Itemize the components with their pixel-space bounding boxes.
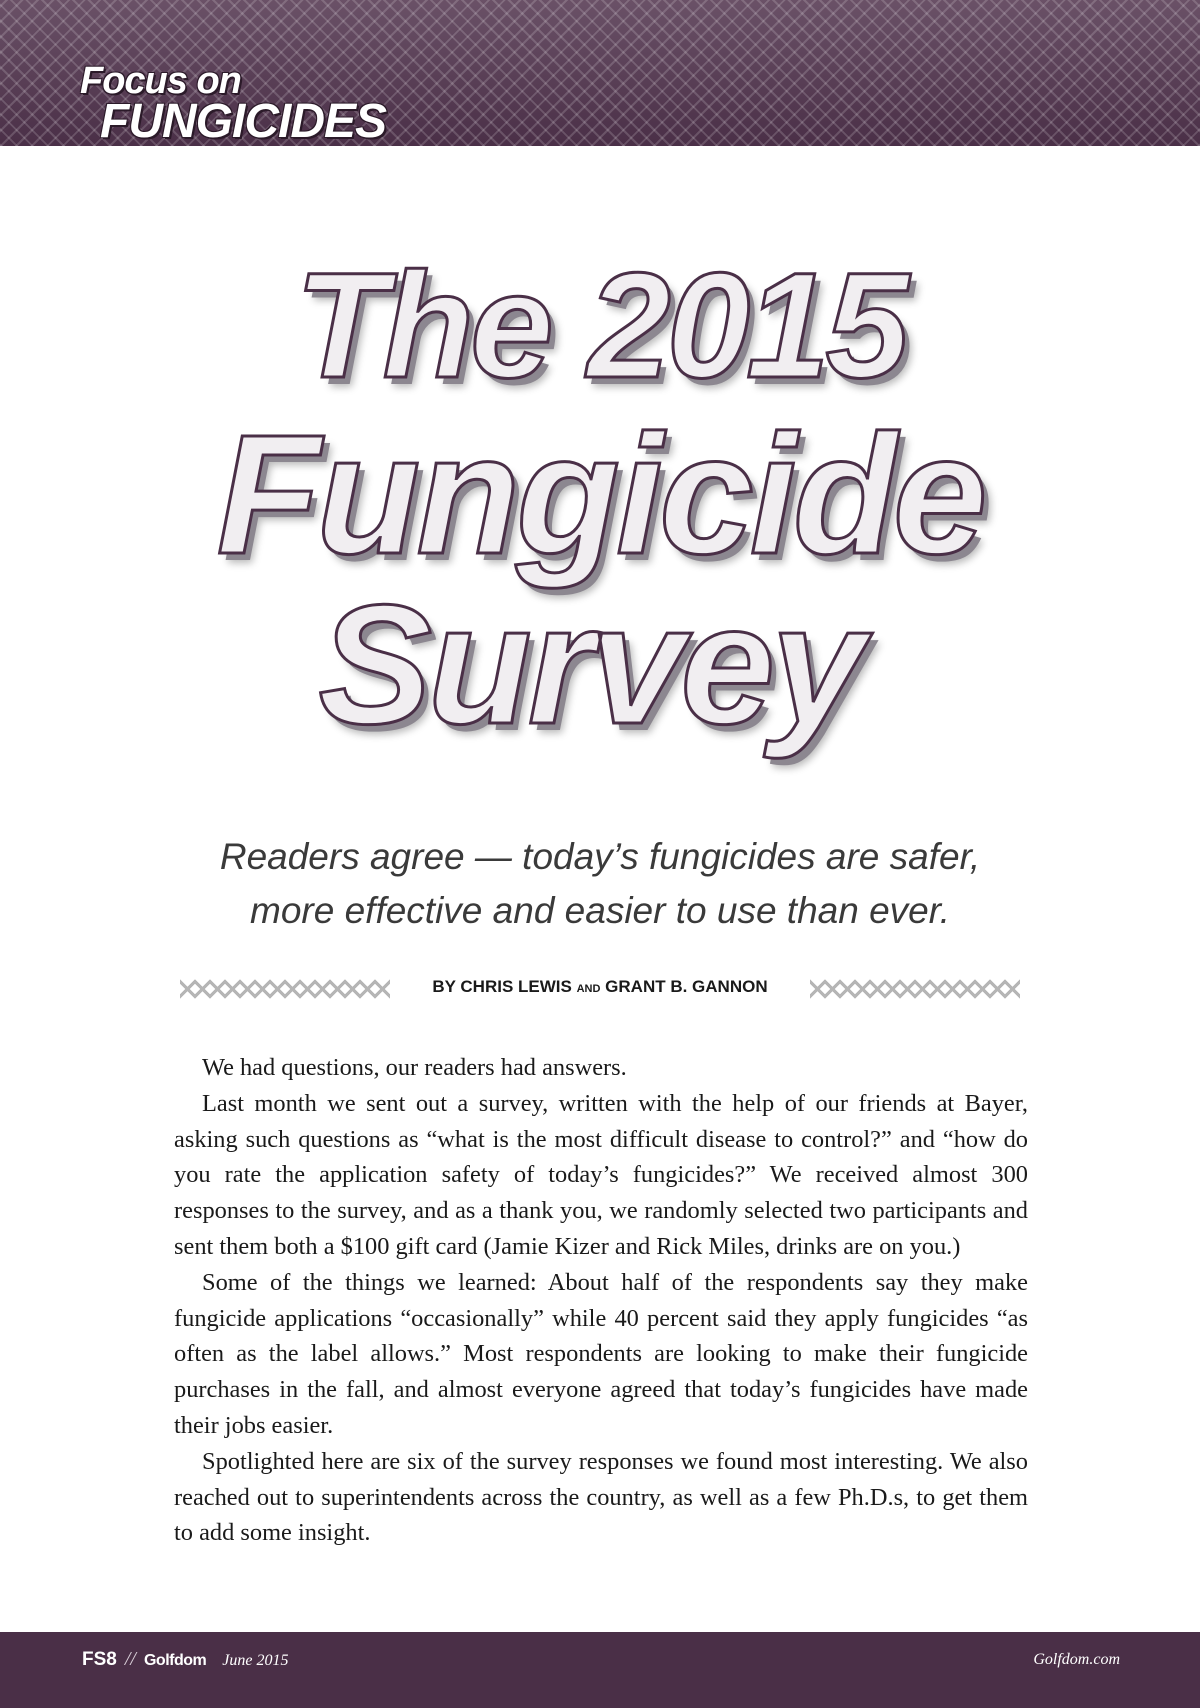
article-deck [0,830,1200,938]
section-header-band [0,0,1200,146]
section-tag-line2: FUNGICIDES [100,95,387,148]
cross-pattern-ornament [180,979,390,999]
headline-line1: The 2015 [294,241,906,409]
byline-row [180,975,1020,1003]
website-url: Golfdom.com [1033,1651,1120,1668]
footer-separator: // [124,1648,136,1670]
issue-date: June 2015 [222,1652,289,1669]
magazine-name: Golfdom [143,1652,207,1669]
cross-pattern-ornament [810,979,1020,999]
byline [400,977,800,997]
deck-line2: more effective and easier to use than ever. [250,890,950,931]
body-paragraph: Last month we sent out a survey, written with the help of our friends at Bayer, asking such questions as “what is the most difficult disease to control?” and “how do you rate the application safety of today’s fungicides?” We received almost 300 responses to the survey, and as a thank you, we randomly selected two participants and sent them both a $100 gift card (Jamie Kizer and Rick Miles, drinks are on you.) [174,1089,1028,1260]
byline-conjunction: AND [576,983,601,995]
body-paragraph: We had questions, our readers had answers. [202,1054,627,1081]
headline-line2: Fungicide [216,400,984,590]
page-footer [0,1632,1200,1708]
body-paragraph: Spotlighted here are six of the survey responses we found most interesting. We also reached out to superintendents across the country, as well as a few Ph.D.s, to get them to add some insight. [174,1447,1028,1547]
article-body [174,1050,1028,1551]
headline-line3: Survey [318,570,862,760]
deck-line1: Readers agree — today’s fungicides are safer, [219,836,981,877]
body-paragraph: Some of the things we learned: About half of the respondents say they make fungicide applications “occasionally” while 40 percent said they apply fungicides “as often as the label allows.” Most respondents are looking to make their fungicide purchases in the fall, and almost everyone agreed that today’s fungicides have made their jobs easier. [174,1268,1028,1439]
article-headline [0,240,1200,760]
section-tag [80,62,386,146]
section-tag-line1: Focus on [80,60,241,102]
byline-second-author: GRANT B. GANNON [605,977,768,996]
footer-left [82,1648,288,1671]
byline-first-author: BY CHRIS LEWIS [432,977,572,996]
page-folio: FS8 [82,1649,117,1670]
